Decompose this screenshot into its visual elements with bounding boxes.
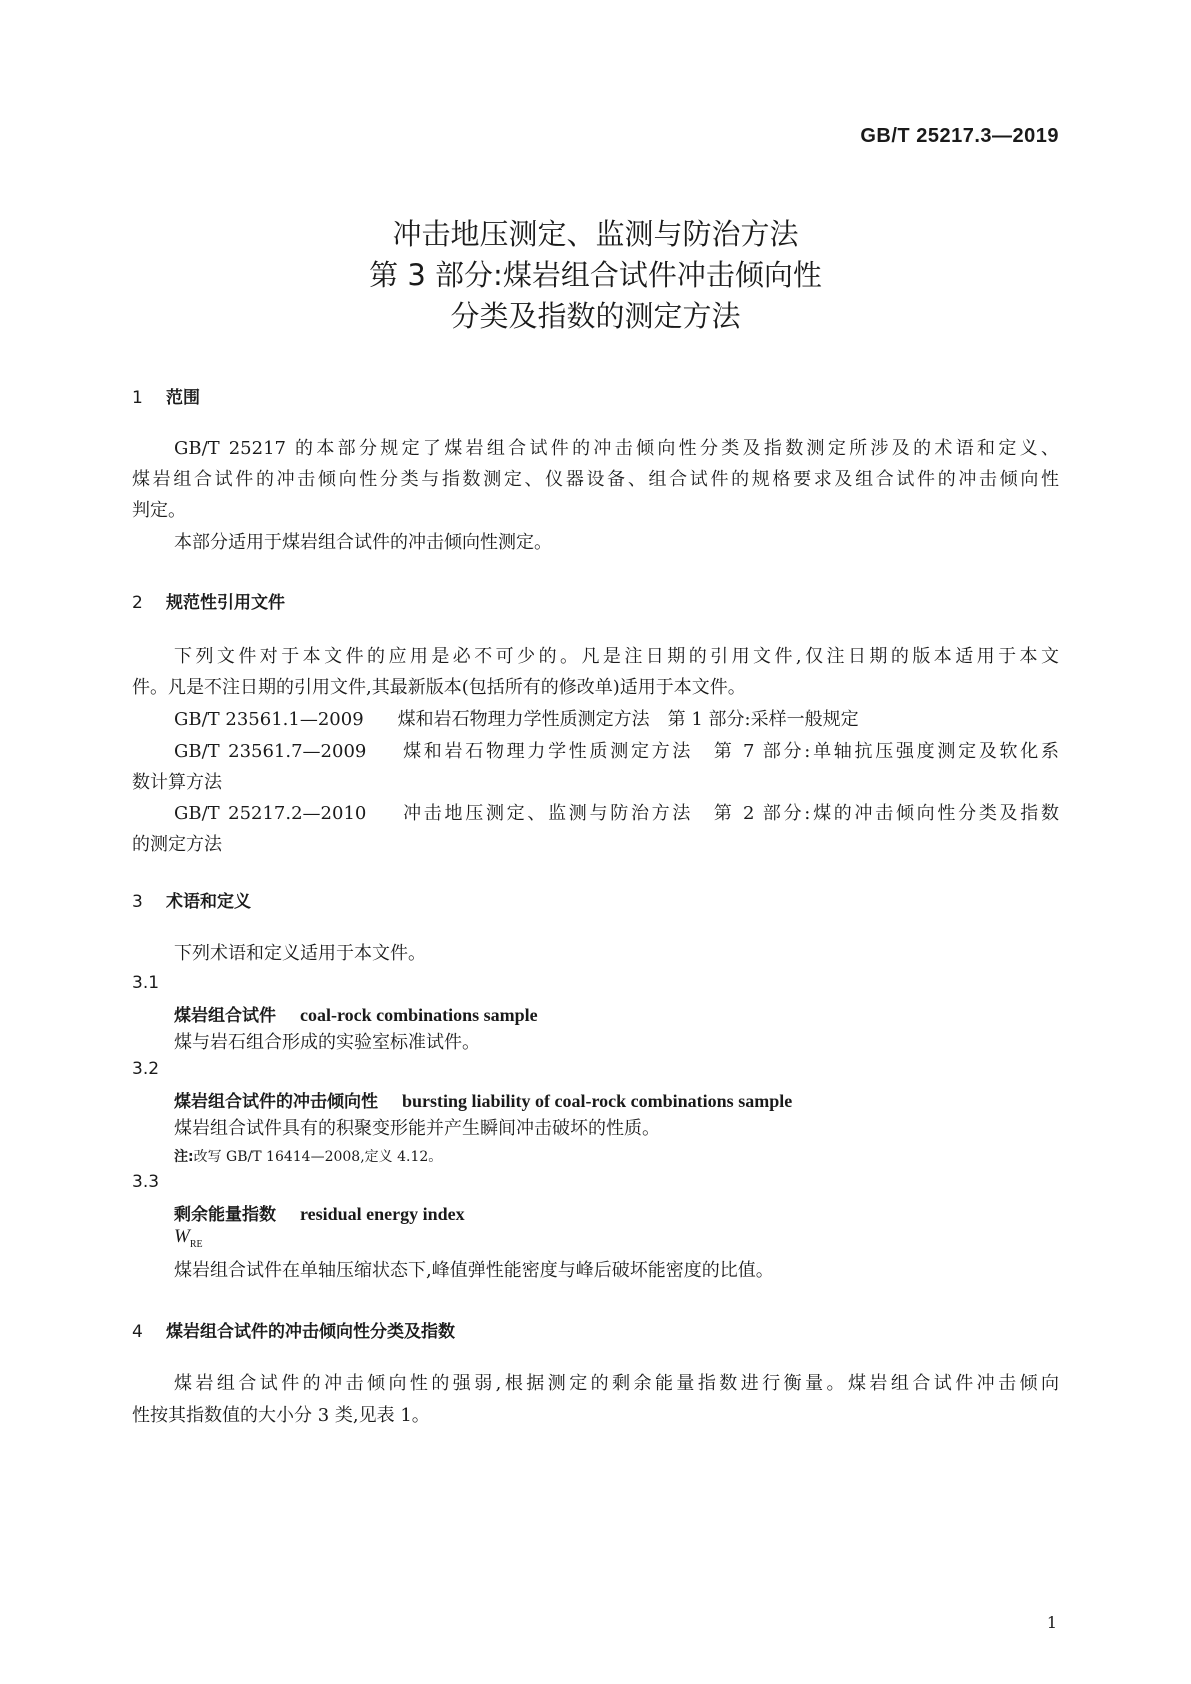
term-english: residual energy index — [300, 1204, 465, 1224]
reference-code: GB/T 23561.1—2009 — [174, 709, 364, 730]
term-number: 3.2 — [132, 1059, 160, 1079]
section-3-heading — [132, 887, 251, 912]
classification-paragraph-line-2: 性按其指数值的大小分 3 类,见表 1。 — [132, 1405, 430, 1426]
classification-paragraph-line-1: 煤岩组合试件的冲击倾向性的强弱,根据测定的剩余能量指数进行衡量。煤岩组合试件冲击倾向 — [174, 1373, 1059, 1394]
term-heading — [174, 1001, 538, 1026]
reference-title: 煤和岩石物理力学性质测定方法 第 7 部分:单轴抗压强度测定及软化系 — [400, 741, 1059, 762]
term-number: 3.3 — [132, 1172, 160, 1192]
symbol-main: W — [174, 1226, 190, 1247]
document-title-line-3: 分类及指数的测定方法 — [450, 299, 741, 333]
section-title: 术语和定义 — [166, 892, 251, 912]
references-intro-line-1: 下列文件对于本文件的应用是必不可少的。凡是注日期的引用文件,仅注日期的版本适用于本文 — [174, 646, 1059, 667]
section-number: 2 — [132, 593, 143, 613]
term-heading — [174, 1087, 792, 1112]
term-chinese: 剩余能量指数 — [174, 1205, 276, 1225]
scope-paragraph-line-3: 判定。 — [132, 500, 186, 521]
document-title-line-2: 第 3 部分:煤岩组合试件冲击倾向性 — [369, 258, 822, 292]
page-number: 1 — [1046, 1613, 1057, 1632]
term-definition: 煤与岩石组合形成的实验室标准试件。 — [174, 1032, 480, 1053]
note-text: 改写 GB/T 16414—2008,定义 4.12。 — [193, 1149, 443, 1165]
section-title: 范围 — [166, 388, 200, 408]
term-english: coal-rock combinations sample — [300, 1005, 538, 1025]
term-chinese: 煤岩组合试件 — [174, 1006, 276, 1026]
reference-item — [174, 797, 1059, 830]
section-title: 规范性引用文件 — [166, 593, 285, 613]
section-number: 1 — [132, 388, 143, 408]
reference-title-continued: 的测定方法 — [132, 834, 222, 855]
note-label: 注: — [174, 1149, 194, 1165]
symbol-subscript: RE — [189, 1238, 203, 1250]
section-number: 3 — [132, 892, 143, 912]
reference-item — [174, 703, 859, 736]
term-heading — [174, 1200, 465, 1225]
reference-item — [174, 735, 1059, 768]
term-number: 3.1 — [132, 973, 160, 993]
section-4-heading — [132, 1317, 455, 1342]
scope-applicability: 本部分适用于煤岩组合试件的冲击倾向性测定。 — [174, 532, 552, 553]
term-symbol — [174, 1226, 203, 1250]
term-note — [174, 1146, 442, 1166]
references-intro-line-2: 件。凡是不注日期的引用文件,其最新版本(包括所有的修改单)适用于本文件。 — [132, 677, 746, 698]
section-number: 4 — [132, 1322, 143, 1342]
term-definition: 煤岩组合试件在单轴压缩状态下,峰值弹性能密度与峰后破坏能密度的比值。 — [174, 1260, 774, 1281]
standard-number: GB/T 25217.3—2019 — [860, 125, 1059, 147]
term-definition: 煤岩组合试件具有的积聚变形能并产生瞬间冲击破坏的性质。 — [174, 1118, 660, 1139]
document-title-line-1: 冲击地压测定、监测与防治方法 — [392, 217, 799, 251]
reference-title-continued: 数计算方法 — [132, 772, 222, 793]
term-english: bursting liability of coal-rock combinations sample — [402, 1091, 793, 1111]
section-title: 煤岩组合试件的冲击倾向性分类及指数 — [166, 1322, 455, 1342]
section-1-heading — [132, 383, 200, 408]
section-2-heading — [132, 588, 285, 613]
reference-code: GB/T 23561.7—2009 — [174, 741, 367, 762]
scope-paragraph-line-1: GB/T 25217 的本部分规定了煤岩组合试件的冲击倾向性分类及指数测定所涉及的术语和定义、 — [174, 438, 1059, 459]
term-chinese: 煤岩组合试件的冲击倾向性 — [174, 1092, 378, 1112]
terms-intro: 下列术语和定义适用于本文件。 — [174, 943, 426, 964]
reference-title: 煤和岩石物理力学性质测定方法 第 1 部分:采样一般规定 — [397, 709, 859, 730]
reference-title: 冲击地压测定、监测与防治方法 第 2 部分:煤的冲击倾向性分类及指数 — [400, 803, 1059, 824]
reference-code: GB/T 25217.2—2010 — [174, 803, 367, 824]
scope-paragraph-line-2: 煤岩组合试件的冲击倾向性分类与指数测定、仪器设备、组合试件的规格要求及组合试件的冲击倾向性 — [132, 469, 1059, 490]
